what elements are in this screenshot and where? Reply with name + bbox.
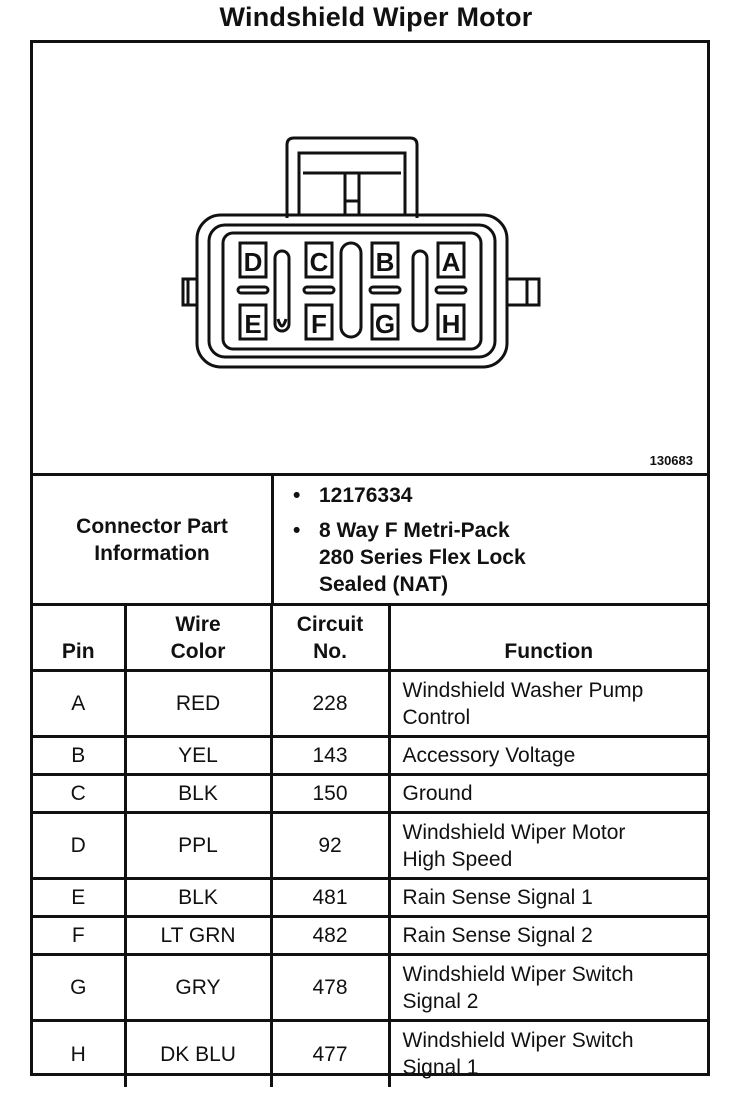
table-row — [33, 917, 707, 955]
cell-pin: A — [33, 671, 125, 737]
cell-circuit: 228 — [271, 671, 389, 737]
cell-function: Windshield Wiper Motor High Speed — [389, 813, 707, 879]
cell-wire-color: GRY — [125, 955, 271, 1021]
cell-pin: B — [33, 737, 125, 775]
table-row — [33, 737, 707, 775]
pin-label-d: D — [243, 247, 263, 277]
cell-pin: D — [33, 813, 125, 879]
cell-circuit: 478 — [271, 955, 389, 1021]
pin-label-e: E — [244, 309, 262, 339]
page-title: Windshield Wiper Motor — [219, 2, 533, 32]
cell-wire-color: RED — [125, 671, 271, 737]
cell-function: Windshield Washer Pump Control — [389, 671, 707, 737]
cell-function: Windshield Wiper Switch Signal 1 — [389, 1021, 707, 1087]
cell-circuit: 143 — [271, 737, 389, 775]
connector-info-label-line2: Information — [94, 541, 210, 565]
cell-pin: E — [33, 879, 125, 917]
cell-wire-color: LT GRN — [125, 917, 271, 955]
cell-pin: H — [33, 1021, 125, 1087]
table-row — [33, 813, 707, 879]
cell-function: Accessory Voltage — [389, 737, 707, 775]
connector-description: 8 Way F Metri-Pack 280 Series Flex Lock Sealed (NAT) — [319, 519, 526, 596]
cell-pin: G — [33, 955, 125, 1021]
pin-label-f: F — [311, 309, 327, 339]
table-row — [33, 671, 707, 737]
cell-function: Ground — [389, 775, 707, 813]
pin-label-b: B — [375, 247, 395, 277]
connector-info-label-line1: Connector Part — [76, 514, 228, 538]
header-wire-color: Wire Color — [125, 603, 271, 671]
list-item — [293, 517, 526, 598]
cell-circuit: 477 — [271, 1021, 389, 1087]
cell-pin: F — [33, 917, 125, 955]
header-function: Function — [389, 603, 707, 671]
connector-info-label — [33, 476, 274, 603]
connector-face-drawing — [33, 43, 707, 473]
list-item — [293, 482, 526, 509]
figure-id: 130683 — [649, 453, 693, 468]
cell-circuit: 150 — [271, 775, 389, 813]
cell-wire-color: YEL — [125, 737, 271, 775]
cell-function: Rain Sense Signal 1 — [389, 879, 707, 917]
connector-info-list — [293, 482, 526, 606]
pin-label-a: A — [441, 247, 461, 277]
table-row — [33, 879, 707, 917]
cell-wire-color: BLK — [125, 775, 271, 813]
table-row — [33, 775, 707, 813]
cell-function: Rain Sense Signal 2 — [389, 917, 707, 955]
pinout-table — [33, 603, 707, 1087]
bullet-icon: • — [293, 484, 301, 507]
cell-wire-color: DK BLU — [125, 1021, 271, 1087]
pin-label-g: G — [374, 309, 396, 339]
pin-label-c: C — [309, 247, 329, 277]
cell-function: Windshield Wiper Switch Signal 2 — [389, 955, 707, 1021]
cell-wire-color: BLK — [125, 879, 271, 917]
table-header-row — [33, 603, 707, 671]
cell-circuit: 481 — [271, 879, 389, 917]
pin-label-h: H — [441, 309, 461, 339]
connector-diagram — [33, 43, 707, 476]
bullet-icon: • — [293, 519, 301, 542]
table-row — [33, 955, 707, 1021]
header-circuit-no: Circuit No. — [271, 603, 389, 671]
cell-circuit: 92 — [271, 813, 389, 879]
part-number: 12176334 — [319, 484, 413, 507]
connector-part-info — [33, 476, 707, 606]
table-row — [33, 1021, 707, 1087]
cell-pin: C — [33, 775, 125, 813]
connector-sheet — [30, 40, 710, 1080]
cell-wire-color: PPL — [125, 813, 271, 879]
cell-circuit: 482 — [271, 917, 389, 955]
header-pin: Pin — [33, 603, 125, 671]
